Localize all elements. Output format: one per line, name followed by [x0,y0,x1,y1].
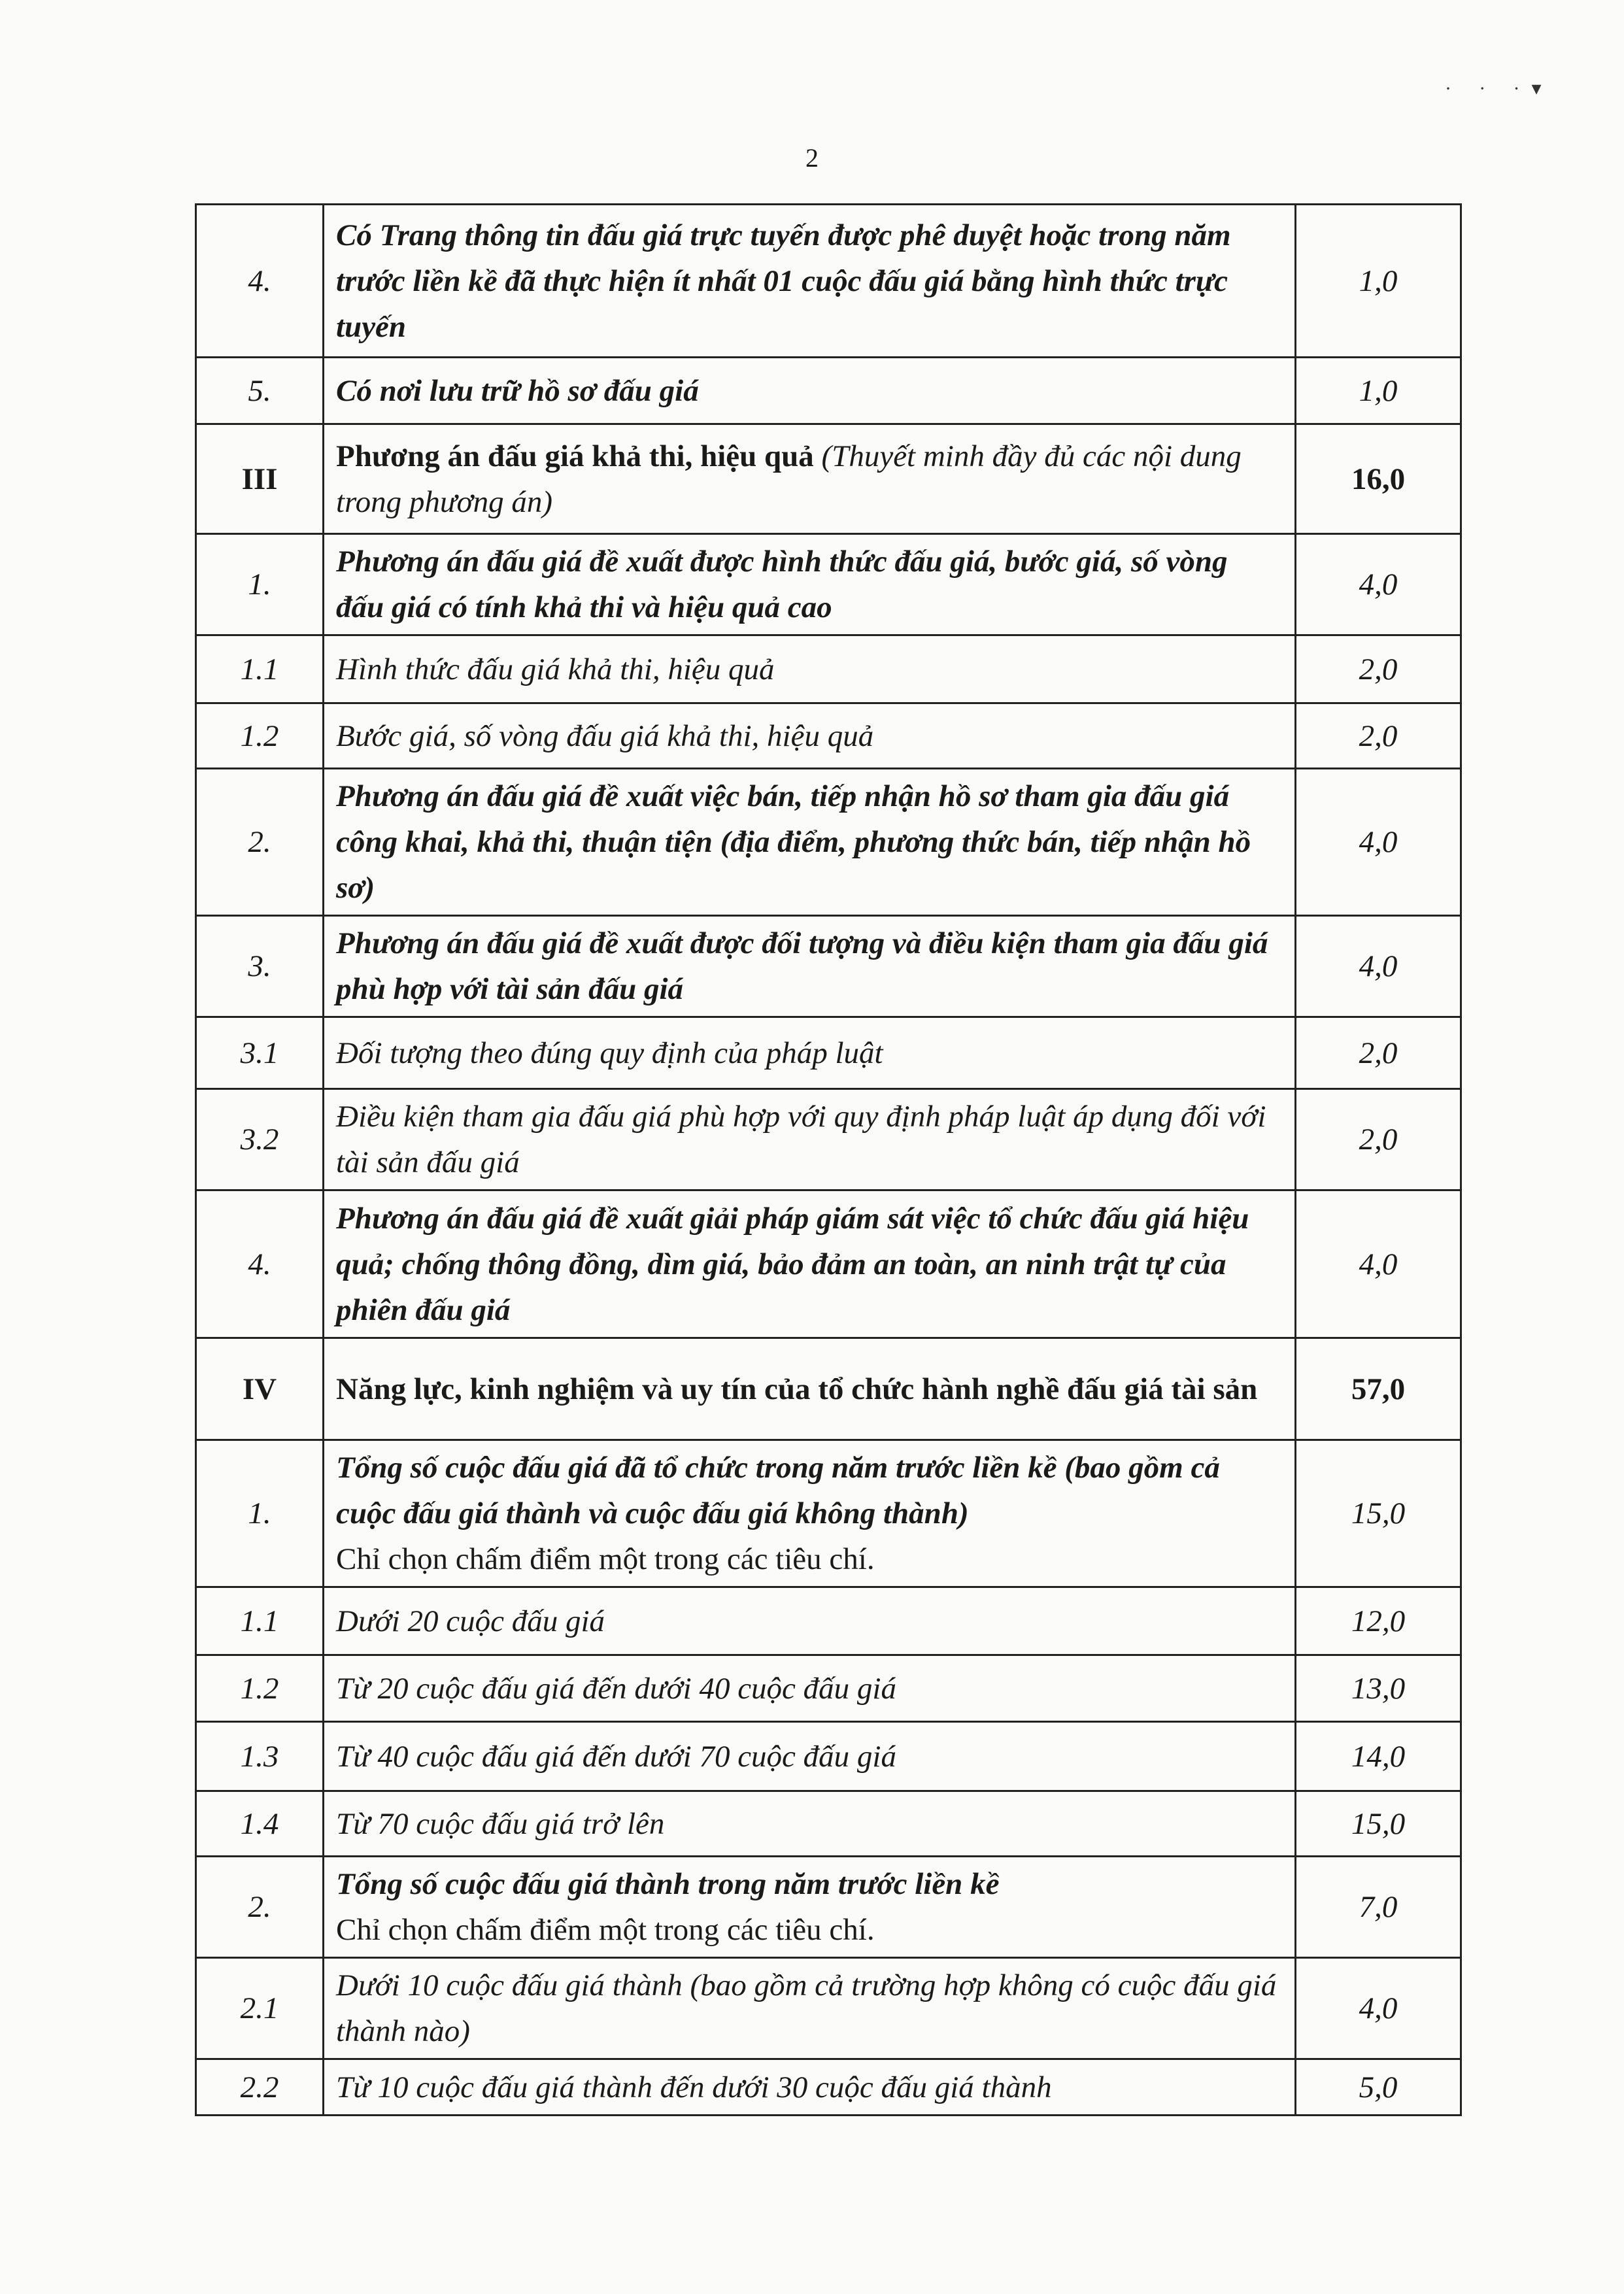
max-score: 4,0 [1296,1958,1461,2059]
criterion-text [324,703,1296,769]
criterion-label: Bước giá, số vòng đấu giá khả thi, hiệu quả [336,718,874,753]
table-row [196,1089,1461,1190]
max-score: 2,0 [1296,1089,1461,1190]
criterion-label: Tổng số cuộc đấu giá đã tổ chức trong năm trước liền kề (bao gồm cả cuộc đấu giá thành và cuộc đấu giá không thành) [336,1451,1220,1530]
row-number: 1. [196,534,324,635]
criterion-text [324,635,1296,703]
row-number: 2.2 [196,2059,324,2116]
table-row [196,1587,1461,1655]
criterion-label: Có nơi lưu trữ hồ sơ đấu giá [336,373,699,408]
criterion-text [324,1338,1296,1440]
criterion-label: Từ 40 cuộc đấu giá đến dưới 70 cuộc đấu giá [336,1739,896,1774]
row-number: 1.3 [196,1722,324,1791]
row-number: 1.2 [196,1655,324,1722]
table-row [196,424,1461,534]
page-number: 2 [805,143,819,173]
table-row [196,1338,1461,1440]
max-score: 4,0 [1296,916,1461,1017]
table-row [196,635,1461,703]
table-row [196,1655,1461,1722]
criterion-text [324,1958,1296,2059]
row-number: 3.1 [196,1017,324,1089]
criterion-label: Phương án đấu giá đề xuất giải pháp giám sát việc tổ chức đấu giá hiệu quả; chống thông đồng, dìm giá, bảo đảm an toàn, an ninh trật tự của phiên đấu giá [336,1201,1249,1327]
criterion-label: Hình thức đấu giá khả thi, hiệu quả [336,652,775,686]
row-number: 3.2 [196,1089,324,1190]
max-score: 14,0 [1296,1722,1461,1791]
max-score: 1,0 [1296,205,1461,358]
criterion-text [324,1722,1296,1791]
max-score: 2,0 [1296,703,1461,769]
criterion-label: Phương án đấu giá khả thi, hiệu quả [336,439,822,473]
criterion-label: Từ 10 cuộc đấu giá thành đến dưới 30 cuộc đấu giá thành [336,2070,1052,2104]
max-score: 12,0 [1296,1587,1461,1655]
row-number: 1.1 [196,635,324,703]
criterion-label: Từ 20 cuộc đấu giá đến dưới 40 cuộc đấu giá [336,1671,896,1706]
criterion-label: Đối tượng theo đúng quy định của pháp luật [336,1036,883,1070]
table-row [196,1958,1461,2059]
table-row [196,534,1461,635]
row-number: 1. [196,1440,324,1587]
row-number: 4. [196,205,324,358]
table-row [196,1857,1461,1958]
scoring-table [195,203,1462,2116]
criterion-label: Tổng số cuộc đấu giá thành trong năm trước liền kề [336,1867,1000,1901]
criterion-text [324,916,1296,1017]
row-number: 2. [196,769,324,916]
criterion-label: Phương án đấu giá đề xuất việc bán, tiếp nhận hồ sơ tham gia đấu giá công khai, khả thi, thuận tiện (địa điểm, phương thức bán, tiếp nhận hồ sơ) [336,779,1251,905]
max-score: 4,0 [1296,1190,1461,1338]
criterion-label: Điều kiện tham gia đấu giá phù hợp với quy định pháp luật áp dụng đối với tài sản đấu giá [336,1100,1266,1179]
criterion-text [324,1440,1296,1587]
criterion-text [324,534,1296,635]
table-row [196,769,1461,916]
criterion-label: Có Trang thông tin đấu giá trực tuyến được phê duyệt hoặc trong năm trước liền kề đã thực hiện ít nhất 01 cuộc đấu giá bằng hình thức trực tuyến [336,218,1231,344]
criterion-label: Dưới 10 cuộc đấu giá thành (bao gồm cả trường hợp không có cuộc đấu giá thành nào) [336,1968,1277,2048]
max-score: 15,0 [1296,1440,1461,1587]
row-number: 3. [196,916,324,1017]
max-score: 2,0 [1296,1017,1461,1089]
criterion-note: Chỉ chọn chấm điểm một trong các tiêu chí. [336,1542,875,1576]
row-number: III [196,424,324,534]
max-score: 4,0 [1296,534,1461,635]
row-number: 1.1 [196,1587,324,1655]
row-number: 1.2 [196,703,324,769]
table-row [196,1440,1461,1587]
max-score: 1,0 [1296,358,1461,424]
row-number: 2.1 [196,1958,324,2059]
max-score: 15,0 [1296,1791,1461,1857]
table-row [196,1017,1461,1089]
max-score: 5,0 [1296,2059,1461,2116]
criterion-text [324,769,1296,916]
criterion-text [324,1857,1296,1958]
criterion-label: Phương án đấu giá đề xuất được hình thức đấu giá, bước giá, số vòng đấu giá có tính khả thi và hiệu quả cao [336,545,1228,624]
max-score: 16,0 [1296,424,1461,534]
criterion-label: Năng lực, kinh nghiệm và uy tín của tổ chức hành nghề đấu giá tài sản [336,1372,1258,1406]
table-row [196,2059,1461,2116]
scan-artifact: · ∙ ·▾ [1445,78,1553,99]
criterion-note: Chỉ chọn chấm điểm một trong các tiêu chí. [336,1913,875,1947]
criterion-text [324,1089,1296,1190]
table-row [196,1722,1461,1791]
criterion-text [324,1655,1296,1722]
criterion-text [324,358,1296,424]
row-number: 5. [196,358,324,424]
table-row [196,703,1461,769]
max-score: 2,0 [1296,635,1461,703]
row-number: IV [196,1338,324,1440]
criterion-explanation: (Thuyết minh đầy đủ các nội dung trong phương án) [336,439,1242,519]
criterion-label: Từ 70 cuộc đấu giá trở lên [336,1806,665,1841]
max-score: 13,0 [1296,1655,1461,1722]
table-row [196,1791,1461,1857]
criterion-text [324,1791,1296,1857]
row-number: 2. [196,1857,324,1958]
max-score: 7,0 [1296,1857,1461,1958]
criterion-text [324,1190,1296,1338]
criterion-text [324,424,1296,534]
criterion-text [324,1017,1296,1089]
max-score: 57,0 [1296,1338,1461,1440]
criterion-label: Phương án đấu giá đề xuất được đối tượng và điều kiện tham gia đấu giá phù hợp với tài sản đấu giá [336,926,1268,1006]
criterion-text [324,2059,1296,2116]
table-row [196,205,1461,358]
criterion-text [324,205,1296,358]
table-row [196,358,1461,424]
criterion-label: Dưới 20 cuộc đấu giá [336,1604,605,1638]
table-row [196,916,1461,1017]
row-number: 1.4 [196,1791,324,1857]
max-score: 4,0 [1296,769,1461,916]
row-number: 4. [196,1190,324,1338]
table-row [196,1190,1461,1338]
criterion-text [324,1587,1296,1655]
